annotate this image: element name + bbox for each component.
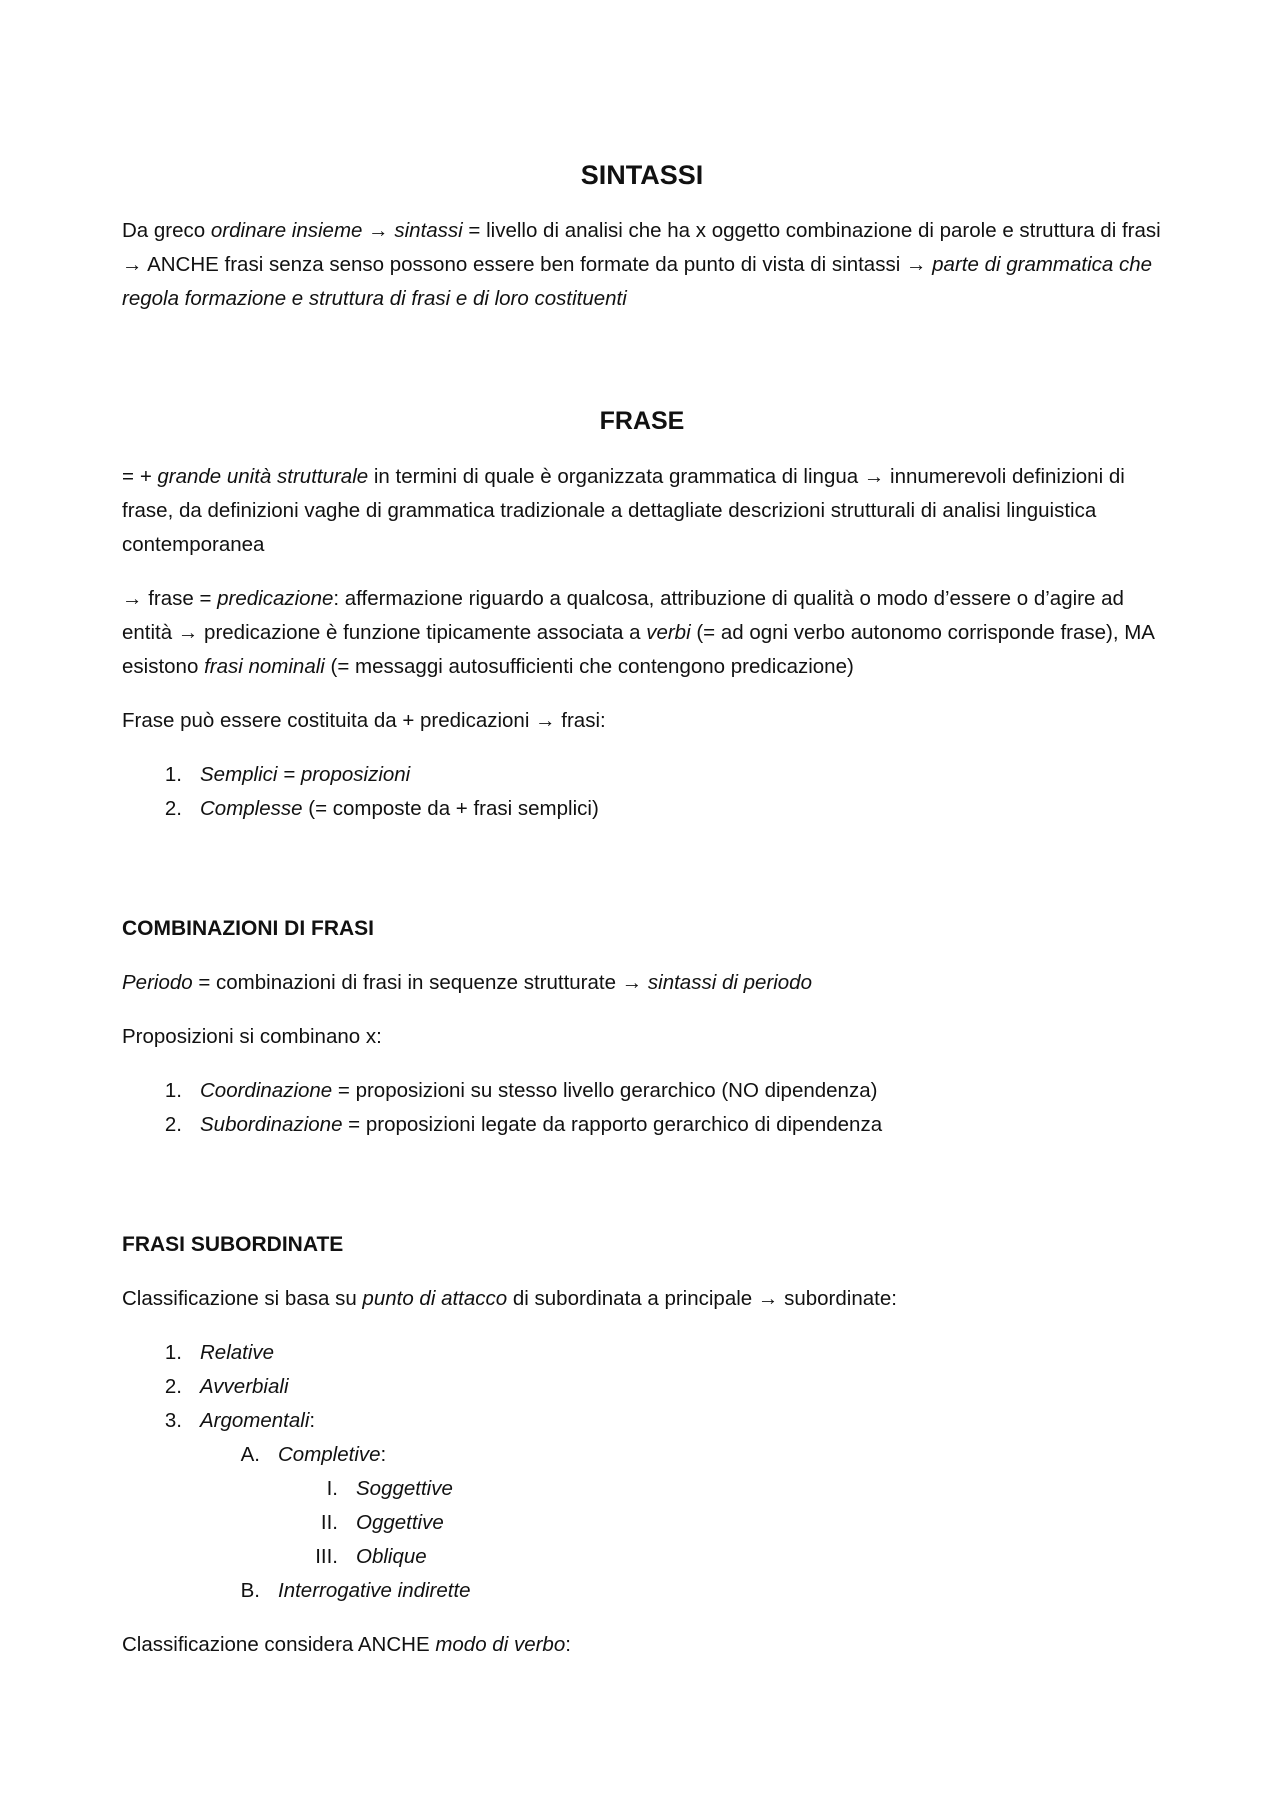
paragraph-modo-verbo: Classificazione considera ANCHE modo di verbo: — [122, 1633, 571, 1656]
section-title-combinazioni: COMBINAZIONI DI FRASI — [122, 917, 374, 940]
list-item: I. Soggettive — [326, 1477, 453, 1500]
list-item: III. Oblique — [315, 1545, 427, 1568]
list-item: A. Completive: — [240, 1443, 387, 1466]
section-title-sintassi: SINTASSI — [580, 160, 704, 190]
list-item: 2. Subordinazione = proposizioni legate da rapporto gerarchico di dipendenza — [164, 1113, 883, 1136]
list-frasi — [122, 758, 1162, 826]
paragraph-frase-costituita: Frase può essere costituita da + predicazioni → frasi: — [122, 709, 606, 732]
paragraph-sintassi-definition: Da greco ordinare insieme → sintassi = livello di analisi che ha x oggetto combinazione di parole e struttura di frasi → ANCHE frasi senza senso possono essere ben formate da punto di vista di sintassi → parte di grammatica che regola formazione e struttura di frasi e di loro costituenti — [122, 219, 1161, 310]
section-title-subordinate: FRASI SUBORDINATE — [122, 1233, 344, 1256]
section-title-frase: FRASE — [599, 407, 685, 435]
list-item: 2. Avverbiali — [164, 1375, 289, 1398]
paragraph-periodo: Periodo = combinazioni di frasi in sequenze strutturate → sintassi di periodo — [122, 971, 812, 994]
paragraph-classificazione: Classificazione si basa su punto di attacco di subordinata a principale → subordinate: — [122, 1287, 897, 1310]
paragraph-frase-definition: = + grande unità strutturale in termini di quale è organizzata grammatica di lingua → innumerevoli definizioni di frase, da definizioni vaghe di grammatica tradizionale a dettagliate descrizioni strutturali di analisi linguistica contemporanea — [122, 465, 1125, 556]
list-combinazioni — [122, 1074, 1162, 1142]
list-subordinate — [122, 1336, 1162, 1608]
list-item: 1. Relative — [164, 1341, 275, 1364]
paragraph-proposizioni: Proposizioni si combinano x: — [122, 1025, 382, 1048]
list-item: B. Interrogative indirette — [240, 1579, 471, 1602]
document-content — [122, 158, 1162, 1662]
list-item: 1. Coordinazione = proposizioni su stesso livello gerarchico (NO dipendenza) — [164, 1079, 878, 1102]
list-item: 2. Complesse (= composte da + frasi semplici) — [164, 797, 599, 820]
list-item: II. Oggettive — [320, 1511, 444, 1534]
list-item: 3. Argomentali: — [164, 1409, 316, 1432]
paragraph-predicazione: → frase = predicazione: affermazione riguardo a qualcosa, attribuzione di qualità o modo d’essere o d’agire ad entità → predicazione è funzione tipicamente associata a verbi (= ad ogni verbo autonomo corrisponde frase), MA esistono frasi nominali (= messaggi autosufficienti che contengono predicazione) — [122, 587, 1154, 678]
list-item: 1. Semplici = proposizioni — [164, 763, 411, 786]
